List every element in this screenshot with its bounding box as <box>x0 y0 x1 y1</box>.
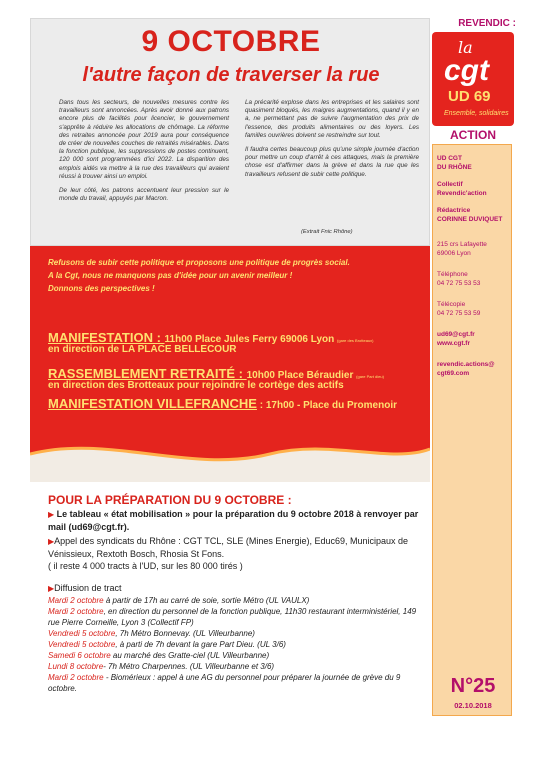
slogan-line: Donnons des perspectives ! <box>48 284 155 293</box>
event-detail: : 17h00 - Place du Promenoir <box>256 400 397 411</box>
event-note: (gare Part dieu) <box>356 374 384 379</box>
preparation-item: ▶ Le tableau « état mobilisation » pour la préparation du 9 octobre 2018 à renvoyer par mail (ud69@cgt.fr). <box>48 509 419 532</box>
event-title: MANIFESTATION VILLEFRANCHE <box>48 396 257 411</box>
article-paragraph: Dans tous les secteurs, de nouvelles mesures contre les travailleurs sont annoncées. Après avoir donné aux patrons encore plus de facilités pour licencier, le gouvernement s'apprête à réduire les allocations de chômage. La réforme des retraites annoncée pour 2019 aura pour conséquence de créer de nouvelles couches de retraités misérables. Dans la fonction publique, les suppressions de postes continuent, 120 000 sont programmées d'ici 2022. La disparition des emplois aidés va mettre à la rue des travailleurs qui avaient réussi à trouver ainsi un emploi. <box>59 99 229 180</box>
slogan-line: A la Cgt, nous ne manquons pas d'idée pour un avenir meilleur ! <box>48 271 293 280</box>
event-line: en direction de LA PLACE BELLECOUR <box>48 344 237 355</box>
slogan-line: Refusons de subir cette politique et proposons une politique de progrès social. <box>48 258 350 267</box>
list-item: Mardi 2 octobre - Biomérieux : appel à une AG du personnel pour préparer la journée de grève du 9 octobre. <box>48 673 401 693</box>
event-detail: 11h00 Place Jules Ferry 69006 Lyon <box>164 334 338 345</box>
collectif: Collectif Revendic'action <box>437 181 487 197</box>
event-villefranche <box>48 396 397 411</box>
preparation-item: ▶Appel des syndicats du Rhône : CGT TCL, SLE (Mines Energie), Educ69, Municipaux de Vénissieux, Rextoth Bosch, Rhosia St Fons. <box>48 536 409 559</box>
preparation-item: ▶Diffusion de tract <box>48 583 122 593</box>
address: 215 crs Lafayette 69006 Lyon <box>437 241 487 257</box>
article-paragraph: Il faudra certes beaucoup plus qu'une simple journée d'action pour mettre un coup d'arrêt à ces attaques, mais la première chose est d'affirmer dans la grève et dans la rue que les travailleurs refusent de subir cette politique. <box>245 146 419 178</box>
triangle-icon: ▶ <box>48 537 55 546</box>
event-title: RASSEMBLEMENT RETRAITÉ : <box>48 366 247 381</box>
preparation-section <box>48 494 428 694</box>
telecopie: Télécopie 04 72 75 53 59 <box>437 301 481 317</box>
article-left-column <box>59 99 229 209</box>
list-item: Mardi 2 octobre, en direction du personnel de la fonction publique, 11h30 restaurant interministériel, 149 rue Pierre Corneille, Lyon 3 (Collectif FP) <box>48 607 417 627</box>
event-detail: 10h00 Place Béraudier <box>246 370 357 381</box>
page-title: 9 OCTOBRE <box>141 25 321 58</box>
sidebar-info-box <box>432 144 512 716</box>
list-item: Mardi 2 octobre à partir de 17h au carré de soie, sortie Métro (UL VAULX) <box>48 596 310 605</box>
triangle-icon: ▶ <box>48 584 55 593</box>
org-name: UD CGT DU RHÔNE <box>437 155 472 171</box>
main-column <box>30 18 430 738</box>
event-manifestation-lyon <box>48 330 374 345</box>
email-link[interactable]: ud69@cgt.fr <box>437 331 475 338</box>
event-retraite <box>48 366 384 381</box>
redactrice: Rédactrice CORINNE DUVIQUET <box>437 207 503 223</box>
contact-web[interactable] <box>437 331 511 348</box>
issue-date: 02.10.2018 <box>454 701 492 710</box>
list-item: Vendredi 5 octobre, 7h Métro Bonnevay. (UL Villeurbanne) <box>48 629 255 638</box>
list-item: Vendredi 5 octobre, à parti de 7h devant la gare Part Dieu. (UL 3/6) <box>48 640 286 649</box>
article-source: (Extrait Fnic Rhône) <box>301 229 353 235</box>
slogan <box>48 256 418 295</box>
event-banner <box>30 246 430 482</box>
wave-decoration <box>30 424 430 482</box>
article-paragraph: La précarité explose dans les entreprises et les salaires sont quasiment bloqués, les maigres augmentations, quand il y en a, ne permettant pas de suivre l'augmentation des prix de l'essence, des produits alimentaires ou des loyers. Les familles ouvrières doivent se restreindre sur tout. <box>245 99 419 139</box>
cgt-logo: la cgt UD 69 Ensemble, solidaires <box>432 32 514 126</box>
list-item: Lundi 8 octobre- 7h Métro Charpennes. (UL Villeurbanne et 3/6) <box>48 662 275 671</box>
issue-number: N°25 <box>450 675 496 697</box>
event-line: en direction des Brotteaux pour rejoindre le cortège des actifs <box>48 380 344 391</box>
event-title: MANIFESTATION : <box>48 330 165 345</box>
article-right-column <box>245 99 419 185</box>
tract-list <box>48 595 428 694</box>
triangle-icon: ▶ <box>48 510 55 519</box>
article-block <box>30 18 430 246</box>
web-link[interactable]: www.cgt.fr <box>437 339 470 347</box>
sidebar <box>430 18 516 736</box>
article-paragraph: De leur côté, les patrons accentuent leur pression sur le monde du travail, appuyés par Macron. <box>59 187 229 203</box>
preparation-note: ( il reste 4 000 tracts à l'UD, sur les 80 000 tirés ) <box>48 561 243 571</box>
sidebar-action: ACTION <box>450 128 496 142</box>
telephone: Téléphone 04 72 75 53 53 <box>437 271 481 287</box>
sidebar-revendic: REVENDIC : <box>458 18 516 29</box>
page-subtitle: l'autre façon de traverser la rue <box>82 64 380 86</box>
contact-email-link[interactable]: revendic.actions@ cgt69.com <box>437 361 495 377</box>
preparation-title: POUR LA PRÉPARATION DU 9 OCTOBRE : <box>48 493 292 507</box>
event-note: (gare des Brotteaux) <box>337 338 374 343</box>
list-item: Samedi 6 octobre au marché des Gratte-ciel (UL Villeurbanne) <box>48 651 270 660</box>
